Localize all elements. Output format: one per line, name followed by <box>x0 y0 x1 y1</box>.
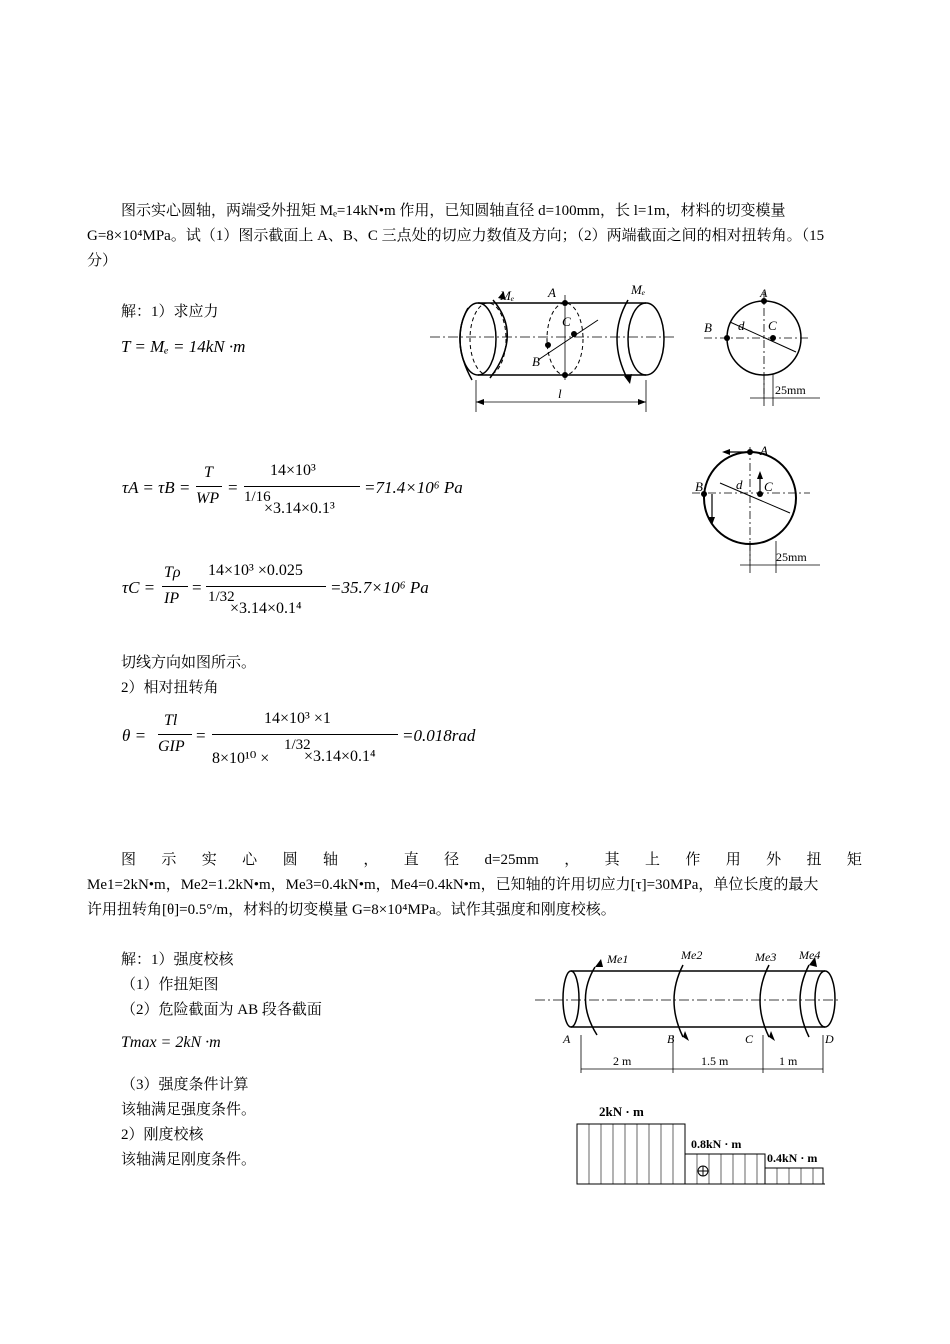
fig2-label-a: A <box>563 1032 571 1046</box>
fig2-label-c: C <box>745 1032 754 1046</box>
stiffness-conclusion: 该轴满足刚度条件。 <box>121 1152 257 1168</box>
fig1c-dim: 25mm <box>776 550 807 564</box>
problem1-statement-line2: G=8×10⁴MPa。试（1）图示截面上 A、B、C 三点处的切应力数值及方向；（2）两端截面之间的相对扭转角。（15 <box>87 228 825 244</box>
tau-ab-frac-num: T <box>204 464 213 481</box>
statement-word: 直 <box>403 852 419 868</box>
problem2-statement-line1 <box>121 848 862 873</box>
fig2-label-me2: Me2 <box>681 948 703 962</box>
fig1b-label-b: B <box>704 320 712 335</box>
tau-c-frac-num: Tρ <box>164 564 181 581</box>
fig1c-label-d: d <box>736 477 743 492</box>
problem2-step2: （2）危险截面为 AB 段各截面 <box>121 1002 322 1018</box>
fig2-label-d: D <box>825 1032 834 1046</box>
theta-den-b: ×3.14×0.1⁴ <box>304 748 376 765</box>
fig2-label-me4: Me4 <box>799 948 821 962</box>
statement-word: 示 <box>161 852 177 868</box>
tau-c-den: ×3.14×0.1⁴ <box>230 600 302 617</box>
theta-lhs: θ = <box>122 726 147 745</box>
tau-c-num: 14×10³ ×0.025 <box>208 562 303 579</box>
fig2-seg2: 1.5 m <box>701 1054 729 1068</box>
problem2-step1: （1）作扭矩图 <box>121 977 219 993</box>
fig1c-label-c: C <box>764 479 773 494</box>
fig1-label-me-right: Mₑ <box>631 282 646 297</box>
statement-word: 圆 <box>282 852 298 868</box>
tau-ab-frac-den: WP <box>196 490 220 507</box>
problem1-solution2-heading: 2）相对扭转角 <box>121 680 219 696</box>
statement-word: 上 <box>644 852 660 868</box>
theta-den-frac: 1/32 <box>284 737 311 753</box>
statement-word: d=25mm <box>484 852 539 868</box>
fig1-label-l: l <box>558 386 562 401</box>
fig2-label-me3: Me3 <box>755 950 777 964</box>
statement-word: 径 <box>444 852 460 868</box>
problem2-step3: （3）强度条件计算 <box>121 1077 249 1093</box>
fig2-label-me1: Me1 <box>607 952 629 966</box>
equation-tau-c: τC = Tρ IP = 14×10³ ×0.025 1/32 ×3.14×0.1⁴ =35.7×10⁶ Pa <box>122 562 429 617</box>
tau-c-den-frac: 1/32 <box>208 589 235 605</box>
theta-den-a: 8×10¹⁰ × <box>212 750 270 767</box>
problem1-solution-heading: 解：1）求应力 <box>121 304 219 320</box>
fig1-label-me-left: Mₑ <box>500 288 515 303</box>
fig1b-dim: 25mm <box>775 383 806 397</box>
cross-section-figure-1 <box>690 282 830 412</box>
torque-label-1: 2kN · m <box>599 1104 644 1119</box>
statement-word: ， <box>564 852 580 868</box>
problem2-statement-line3: 许用扭转角[θ]=0.5°/m，材料的切变模量 G=8×10⁴MPa。试作其强度和刚度校核。 <box>87 902 616 918</box>
statement-word: 实 <box>201 852 217 868</box>
shaft-figure-1 <box>428 280 678 420</box>
statement-word: 轴 <box>322 852 338 868</box>
tau-ab-lhs: τA = τB = <box>122 478 191 497</box>
fig1c-label-a: A <box>760 443 768 458</box>
tau-ab-den: ×3.14×0.1³ <box>264 500 335 517</box>
cross-section-stress-figure <box>690 443 830 578</box>
theta-frac-num: Tl <box>164 712 178 729</box>
problem2-statement-line2: Me1=2kN•m，Me2=1.2kN•m，Me3=0.4kN•m，Me4=0.4kN•m，已知轴的许用切应力[τ]=30MPa，单位长度的最大 <box>87 877 819 893</box>
equation-tau-ab: τA = τB = T WP = 14×10³ 1/16 ×3.14×0.1³ =71.4×10⁶ Pa <box>122 462 463 517</box>
theta-frac-den: GIP <box>158 738 185 755</box>
equation-torque: T = Mₑ = 14kN ·m <box>121 337 246 356</box>
equation-theta: θ = Tl GIP = 14×10³ ×1 8×10¹⁰ × 1/32 ×3.14×0.1⁴ =0.018rad <box>122 710 476 767</box>
tau-c-result: =35.7×10⁶ Pa <box>330 578 429 597</box>
fig1b-label-c: C <box>768 318 777 333</box>
direction-note: 切线方向如图所示。 <box>121 655 257 671</box>
torque-label-2: 0.8kN · m <box>691 1137 742 1151</box>
fig1-label-a: A <box>548 285 556 300</box>
tau-ab-result: =71.4×10⁶ Pa <box>364 478 463 497</box>
statement-word: 心 <box>242 852 258 868</box>
statement-word: 其 <box>604 852 620 868</box>
fig1c-label-b: B <box>695 479 703 494</box>
fig2-label-b: B <box>667 1032 675 1046</box>
fig1-label-c: C <box>562 314 571 329</box>
statement-word: 扭 <box>806 852 822 868</box>
torque-diagram <box>575 1098 840 1190</box>
problem1-statement-line3: 分） <box>87 253 118 269</box>
statement-word: 用 <box>725 852 741 868</box>
statement-word: 外 <box>766 852 782 868</box>
shaft-figure-2 <box>533 945 843 1075</box>
tau-ab-num: 14×10³ <box>270 462 316 479</box>
strength-conclusion: 该轴满足强度条件。 <box>121 1102 257 1118</box>
statement-word: ， <box>363 852 379 868</box>
fig2-seg1: 2 m <box>613 1054 632 1068</box>
problem2-solution-heading: 解：1）强度校核 <box>121 952 234 968</box>
torque-label-3: 0.4kN · m <box>767 1151 818 1165</box>
tau-c-lhs: τC = <box>122 578 156 597</box>
tau-c-frac-den: IP <box>164 590 180 607</box>
fig1-label-b: B <box>532 354 540 369</box>
equation-tmax: Tmax = 2kN ·m <box>121 1034 221 1051</box>
statement-word: 矩 <box>846 852 862 868</box>
theta-result: =0.018rad <box>402 726 476 745</box>
fig1b-label-a: A <box>760 286 768 300</box>
statement-word: 作 <box>685 852 701 868</box>
problem2-solution2-heading: 2）刚度校核 <box>121 1127 204 1143</box>
statement-word: 图 <box>121 852 137 868</box>
fig2-seg3: 1 m <box>779 1054 798 1068</box>
tau-ab-den-frac: 1/16 <box>244 489 271 505</box>
fig1b-label-d: d <box>738 318 745 333</box>
theta-num: 14×10³ ×1 <box>264 710 331 727</box>
problem1-statement-line1: 图示实心圆轴，两端受外扭矩 Mₑ=14kN•m 作用，已知圆轴直径 d=100mm，长 l=1m，材料的切变模量 <box>121 203 786 219</box>
